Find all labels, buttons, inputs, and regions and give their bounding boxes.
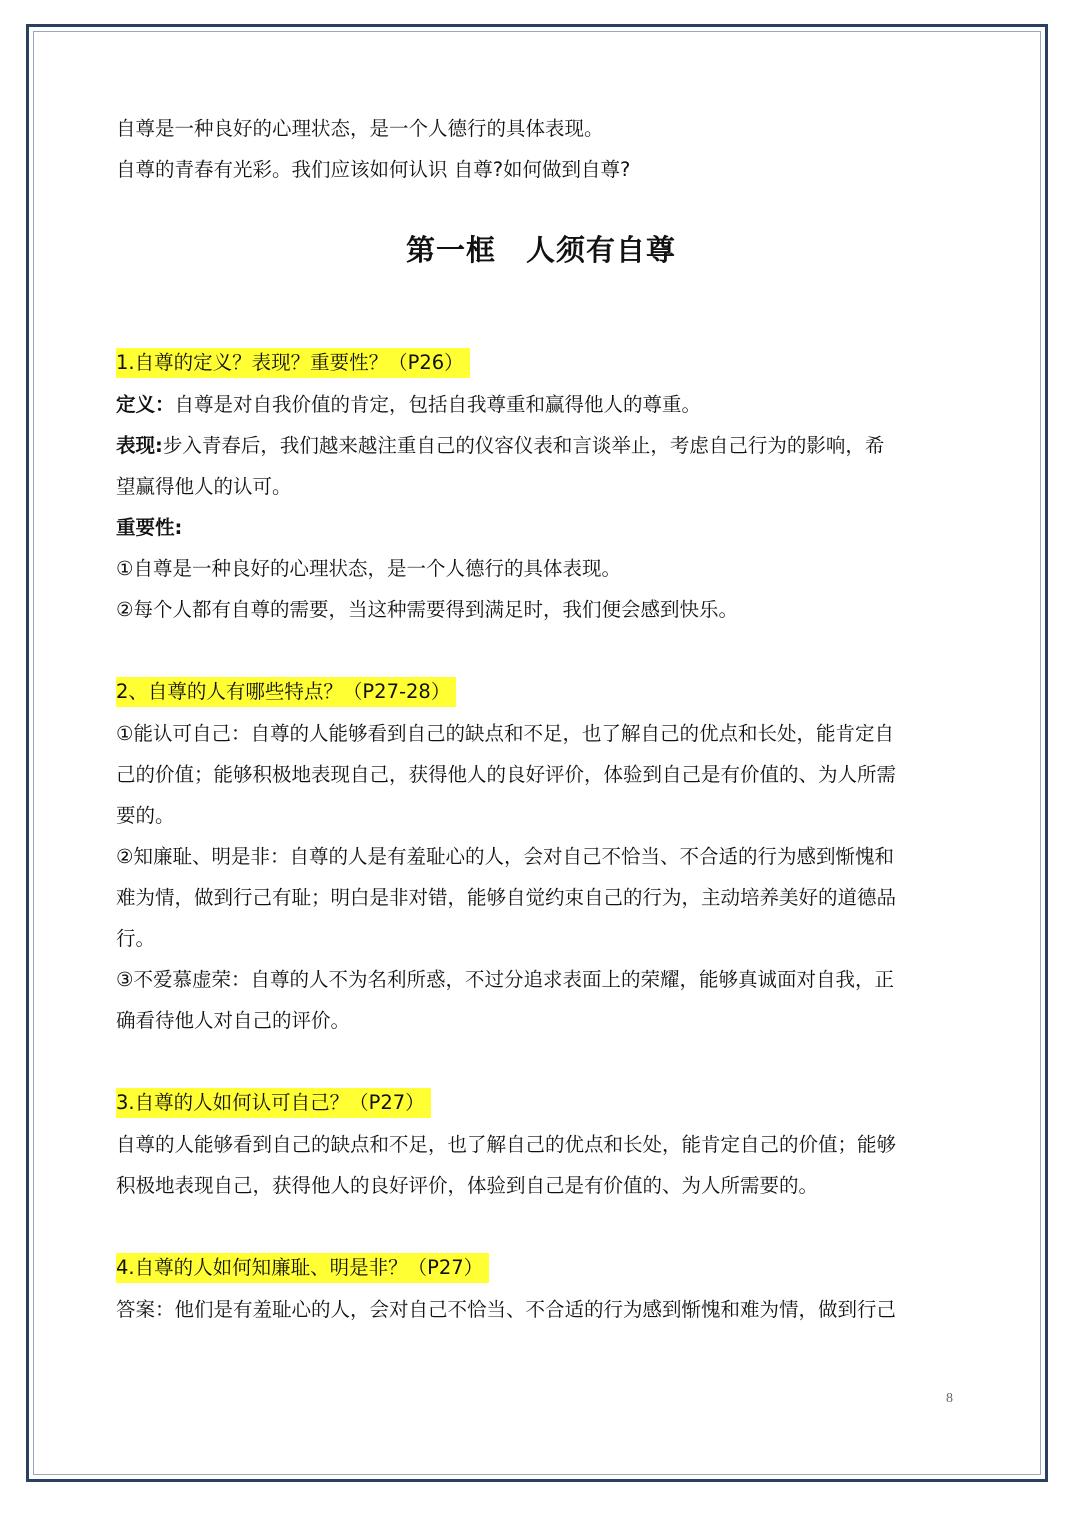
page-number: 8 xyxy=(946,1391,953,1406)
trait-line: 要的。 xyxy=(116,804,175,827)
question-heading xyxy=(116,1082,966,1124)
intro-line: 自尊的青春有光彩。我们应该如何认识 自尊?如何做到自尊? xyxy=(116,158,631,181)
question-heading xyxy=(116,1247,966,1289)
trait-line: ①能认可自己：自尊的人能够看到自己的缺点和不足，也了解自己的优点和长处，能肯定自 xyxy=(116,722,894,745)
definition-text: 自尊是对自我价值的肯定，包括自我尊重和赢得他人的尊重。 xyxy=(174,393,702,416)
answer-line: 积极地表现自己，获得他人的良好评价，体验到自己是有价值的、为人所需要的。 xyxy=(116,1174,819,1197)
performance-line: 望赢得他人的认可。 xyxy=(116,475,292,498)
trait-line: ③不爱慕虚荣：自尊的人不为名利所惑，不过分追求表面上的荣耀，能够真诚面对自我，正 xyxy=(116,968,894,991)
performance-line xyxy=(116,425,966,466)
highlighted-question: 4.自尊的人如何知廉耻、明是非？（P27） xyxy=(116,1253,489,1283)
answer-line: 答案：他们是有羞耻心的人，会对自己不恰当、不合适的行为感到惭愧和难为情，做到行己 xyxy=(116,1298,897,1321)
document-body xyxy=(116,108,966,1330)
section-title: 第一框 人须有自尊 xyxy=(405,233,676,267)
importance-label: 重要性: xyxy=(116,516,183,539)
question-heading xyxy=(116,342,966,384)
performance-label: 表现: xyxy=(116,434,163,457)
importance-item: ②每个人都有自尊的需要，当这种需要得到满足时，我们便会感到快乐。 xyxy=(116,598,738,621)
question-heading xyxy=(116,671,966,713)
trait-line: 确看待他人对自己的评价。 xyxy=(116,1009,351,1032)
trait-line: 己的价值；能够积极地表现自己，获得他人的良好评价，体验到自己是有价值的、为人所需 xyxy=(116,763,897,786)
trait-line: ②知廉耻、明是非：自尊的人是有羞耻心的人，会对自己不恰当、不合适的行为感到惭愧和 xyxy=(116,845,894,868)
highlighted-question: 2、自尊的人有哪些特点？（P27-28） xyxy=(116,677,456,707)
highlighted-question: 3.自尊的人如何认可自己？（P27） xyxy=(116,1088,431,1118)
trait-line: 行。 xyxy=(116,927,156,950)
highlighted-question: 1.自尊的定义？表现？重要性？（P26） xyxy=(116,348,470,378)
importance-item: ①自尊是一种良好的心理状态，是一个人德行的具体表现。 xyxy=(116,557,621,580)
performance-text: 步入青春后，我们越来越注重自己的仪容仪表和言谈举止，考虑自己行为的影响，希 xyxy=(162,434,885,457)
definition-line xyxy=(116,384,966,425)
answer-line: 自尊的人能够看到自己的缺点和不足，也了解自己的优点和长处，能肯定自己的价值；能够 xyxy=(116,1133,897,1156)
intro-line: 自尊是一种良好的心理状态，是一个人德行的具体表现。 xyxy=(116,117,604,140)
definition-label: 定义： xyxy=(116,393,175,416)
trait-line: 难为情，做到行己有耻；明白是非对错，能够自觉约束自己的行为，主动培养美好的道德品 xyxy=(116,886,897,909)
